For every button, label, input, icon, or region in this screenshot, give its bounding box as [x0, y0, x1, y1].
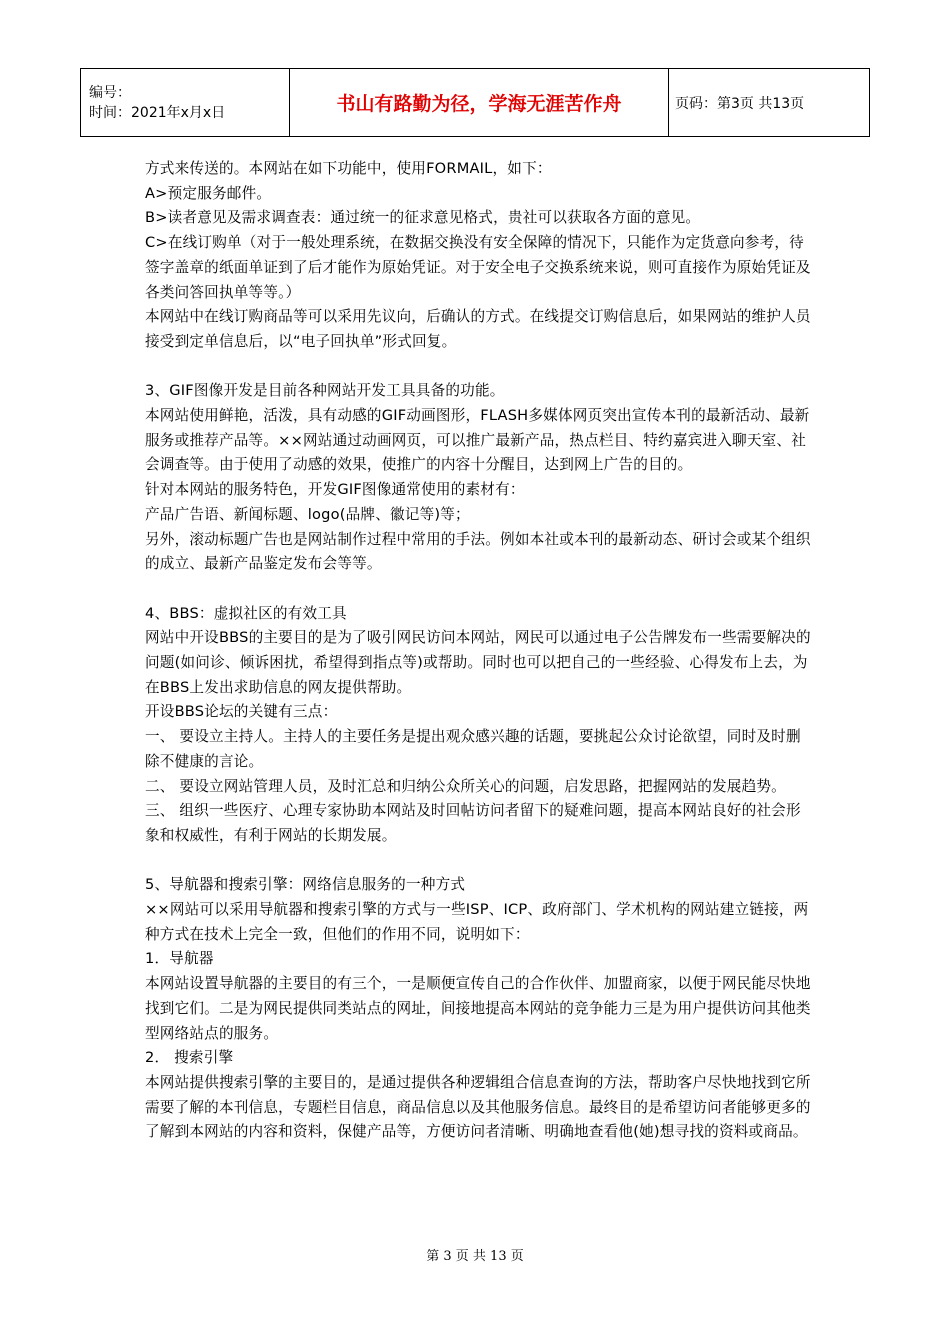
paragraph: 另外，滚动标题广告也是网站制作过程中常用的手法。例如本社或本刊的最新动态、研讨会或某个组织的成立、最新产品鉴定发布会等等。 [145, 530, 811, 573]
paragraph: 4、BBS：虚拟社区的有效工具 [145, 604, 347, 622]
paragraph: 本网站中在线订购商品等可以采用先议向，后确认的方式。在线提交订购信息后，如果网站的维护人员接受到定单信息后，以“电子回执单”形式回复。 [145, 308, 811, 350]
paragraph: A>预定服务邮件。 [145, 184, 272, 202]
page-footer: 第 3 页 共 13 页 [426, 1249, 524, 1264]
paragraph: 本网站提供搜索引擎的主要目的，是通过提供各种逻辑组合信息查询的方法，帮助客户尽快地找到它所需要了解的本刊信息，专题栏目信息，商品信息以及其他服务信息。最终目的是希望访问者能够更多的了解到本网站的内容和资料，保健产品等，方便访问者清晰、明确地查看他(她)想寻找的资料或商品。 [145, 1073, 811, 1141]
paragraph: 针对本网站的服务特色，开发GIF图像通常使用的素材有： [145, 481, 525, 499]
paragraph: 三、 组织一些医疗、心理专家协助本网站及时回帖访问者留下的疑难问题，提高本网站良好的社会形象和权威性，有利于网站的长期发展。 [145, 802, 801, 844]
document-time: 时间：2021年x月x日 [89, 104, 226, 121]
paragraph: 本网站设置导航器的主要目的有三个，一是顺便宣传自己的合作伙伴、加盟商家，以便于网民能尽快地找到它们。二是为网民提供同类站点的网址，间接地提高本网站的竞争能力三是为用户提供访问其他类型网络站点的服务。 [145, 975, 811, 1042]
header-meta [81, 69, 290, 137]
paragraph: C>在线订购单（对于一般处理系统，在数据交换没有安全保障的情况下，只能作为定货意向参考，待签字盖章的纸面单证到了后才能作为原始凭证。对于安全电子交换系统来说，则可直接作为原始凭证及各类问答回执单等等。） [145, 234, 811, 301]
blank-line [145, 355, 813, 380]
header-motto: 书山有路勤为径，学海无涯苦作舟 [290, 69, 669, 137]
header-page-number: 页码：第3页 共13页 [669, 69, 870, 137]
paragraph: 一、 要设立主持人。主持人的主要任务是提出观众感兴趣的话题，要挑起公众讨论欲望，同时及时删除不健康的言论。 [145, 728, 801, 770]
blank-line [145, 577, 813, 602]
paragraph: 5、导航器和搜索引擎：网络信息服务的一种方式 [145, 876, 466, 894]
paragraph: 开设BBS论坛的关键有三点： [145, 703, 338, 721]
paragraph: 1．导航器 [145, 950, 214, 968]
document-number: 编号： [89, 84, 131, 101]
paragraph: 产品广告语、新闻标题、logo(品牌、徽记等)等； [145, 505, 470, 523]
page-header [80, 68, 870, 137]
paragraph: 3、GIF图像开发是目前各种网站开发工具具备的功能。 [145, 382, 505, 400]
paragraph: ××网站可以采用导航器和搜索引擎的方式与一些ISP、ICP、政府部门、学术机构的网站建立链接，两种方式在技术上完全一致，但他们的作用不同，说明如下： [145, 901, 809, 943]
paragraph: 二、 要设立网站管理人员，及时汇总和归纳公众所关心的问题，启发思路，把握网站的发展趋势。 [145, 777, 786, 795]
paragraph: 本网站使用鲜艳，活泼，具有动感的GIF动画图形，FLASH多媒体网页突出宣传本刊的最新活动、最新服务或推荐产品等。××网站通过动画网页，可以推广最新产品，热点栏目、特约嘉宾进入聊天室、社会调查等。由于使用了动感的效果，使推广的内容十分醒目，达到网上广告的目的。 [145, 407, 810, 474]
paragraph: 方式来传送的。本网站在如下功能中，使用FORMAIL，如下： [145, 160, 552, 177]
paragraph: B>读者意见及需求调查表：通过统一的征求意见格式，贵社可以获取各方面的意见。 [145, 209, 701, 227]
paragraph: 网站中开设BBS的主要目的是为了吸引网民访问本网站，网民可以通过电子公告牌发布一些需要解决的问题(如问诊、倾诉困扰，希望得到指点等)或帮助。同时也可以把自己的一些经验、心得发布上去，为在BBS上发出求助信息的网友提供帮助。 [145, 629, 811, 696]
paragraph: 2． 搜索引擎 [145, 1049, 234, 1067]
blank-line [145, 849, 813, 874]
document-body [145, 157, 813, 1145]
